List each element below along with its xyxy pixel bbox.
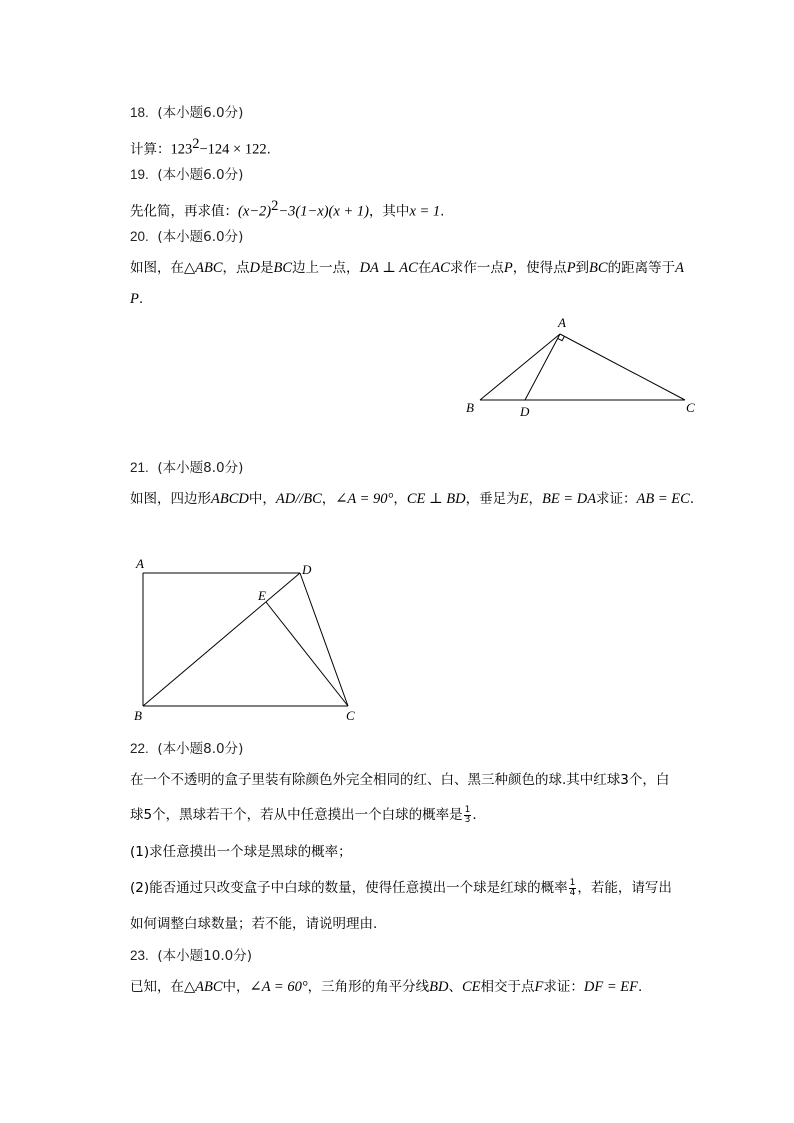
q20-header bbox=[130, 227, 243, 247]
question-number: 22. bbox=[130, 741, 149, 756]
q23-math: F bbox=[534, 979, 544, 995]
q21-text: ，垂足为 bbox=[465, 491, 520, 507]
q23-text: . bbox=[637, 979, 643, 995]
q23-math: BD bbox=[429, 979, 449, 995]
q21-math: ∠A = 90° bbox=[335, 491, 394, 507]
q21-text: 如图，四边形 bbox=[130, 491, 211, 507]
q18-body bbox=[130, 134, 271, 160]
point-label-d: D bbox=[302, 562, 312, 577]
q20-text: 边上一点， bbox=[292, 260, 360, 276]
question-number: 20. bbox=[130, 229, 149, 244]
q23-text: 求证： bbox=[543, 979, 584, 995]
q18-exp: 2 bbox=[192, 136, 200, 152]
q22-text: (2)能否通过只改变盒子中白球的数量，使得任意摸出一个球是红球的概率 bbox=[130, 880, 568, 896]
q20-text: 到 bbox=[575, 260, 590, 276]
q23-text: 相交于点 bbox=[480, 979, 535, 995]
q18-base: 123 bbox=[170, 141, 193, 158]
fraction-numerator: 1 bbox=[464, 804, 471, 815]
q20-text: ，使得点 bbox=[512, 260, 567, 276]
question-number: 18. bbox=[130, 105, 149, 120]
q19-middle: ，其中 bbox=[368, 203, 410, 220]
q20-math: AC bbox=[431, 260, 450, 276]
q20-math: P bbox=[503, 260, 513, 276]
question-score: (本小题6.0分) bbox=[157, 105, 244, 121]
q22-header bbox=[130, 739, 243, 759]
q21-math: E bbox=[519, 491, 529, 507]
point-label-c: C bbox=[346, 708, 355, 723]
q19-exp: 2 bbox=[271, 198, 279, 214]
q18-rest: −124 × 122 bbox=[199, 141, 267, 158]
q19-expr-a: (x−2) bbox=[238, 203, 272, 220]
q22-text: . bbox=[472, 807, 477, 823]
q19-end: . bbox=[440, 203, 445, 220]
question-number: 21. bbox=[130, 460, 149, 475]
q21-text: ， bbox=[528, 491, 542, 507]
right-angle-mark bbox=[558, 336, 565, 340]
q21-math: AB = EC bbox=[636, 491, 690, 507]
segment-ac bbox=[560, 334, 685, 400]
q21-math: ABCD bbox=[211, 491, 249, 507]
q20-math: BC bbox=[589, 260, 608, 276]
question-score: (本小题10.0分) bbox=[157, 948, 252, 964]
segment-bd bbox=[143, 573, 300, 706]
question-score: (本小题8.0分) bbox=[157, 741, 244, 757]
point-label-b: B bbox=[134, 708, 142, 723]
segment-ce bbox=[266, 602, 348, 706]
q22-text: 球5个，黑球若干个，若从中任意摸出一个白球的概率是 bbox=[130, 807, 463, 823]
point-label-e: E bbox=[258, 588, 266, 603]
q19-body bbox=[130, 196, 444, 222]
q23-text: 已知，在 bbox=[130, 979, 184, 995]
q21-math: CE ⊥ BD bbox=[406, 491, 466, 507]
q20-text: 是 bbox=[260, 260, 274, 276]
q20-text: 如图，在 bbox=[130, 260, 184, 276]
q23-text: 、 bbox=[448, 979, 462, 995]
question-score: (本小题8.0分) bbox=[157, 460, 244, 476]
q21-text: ， bbox=[393, 491, 407, 507]
q19-header bbox=[130, 165, 243, 185]
q20-text: 求作一点 bbox=[449, 260, 504, 276]
fraction-denominator: 3 bbox=[464, 814, 471, 825]
q18-header bbox=[130, 103, 243, 123]
question-number: 19. bbox=[130, 167, 149, 182]
q21-text: ， bbox=[321, 491, 336, 507]
q22-part2 bbox=[130, 878, 672, 898]
q20-body-line1 bbox=[130, 258, 684, 278]
q23-text: 中， bbox=[222, 979, 250, 995]
q20-text: 在 bbox=[417, 260, 432, 276]
q22-part2-line2: 如何调整白球数量；若不能，请说明理由. bbox=[130, 916, 378, 932]
q23-math: ∠A = 60° bbox=[249, 979, 308, 995]
q21-body bbox=[130, 489, 694, 509]
fraction-one-third bbox=[464, 806, 472, 825]
q21-math: AD//BC bbox=[275, 491, 322, 507]
q19-expr-b: −3(1−x)(x + 1) bbox=[278, 203, 369, 220]
q23-math: DF = EF bbox=[583, 979, 638, 995]
q21-header bbox=[130, 458, 243, 478]
question-score: (本小题6.0分) bbox=[157, 229, 244, 245]
q20-math: P bbox=[566, 260, 576, 276]
question-number: 23. bbox=[130, 948, 149, 963]
q20-text: . bbox=[138, 291, 144, 307]
q20-text: ，点 bbox=[222, 260, 250, 276]
q21-text: . bbox=[689, 491, 695, 507]
question-score: (本小题6.0分) bbox=[157, 167, 244, 183]
q22-part1: (1)求任意摸出一个球是黑球的概率； bbox=[130, 844, 352, 860]
q20-body-line2 bbox=[130, 289, 143, 309]
q20-math: P bbox=[130, 291, 139, 307]
point-label-c: C bbox=[686, 400, 695, 415]
q18-end: . bbox=[266, 141, 271, 158]
q20-math: D bbox=[249, 260, 261, 276]
point-label-a: A bbox=[558, 315, 566, 330]
segment-ab bbox=[480, 334, 560, 400]
q23-text: ，三角形的角平分线 bbox=[307, 979, 430, 995]
q20-math: DA ⊥ AC bbox=[359, 260, 418, 276]
segment-dc bbox=[300, 573, 348, 706]
q21-text: 求证： bbox=[596, 491, 637, 507]
q21-text: 中， bbox=[248, 491, 276, 507]
q23-header bbox=[130, 946, 252, 966]
fraction-denominator: 4 bbox=[569, 887, 576, 898]
q19-cond: x = 1 bbox=[409, 203, 441, 220]
q20-math: △ABC bbox=[184, 260, 223, 276]
q20-text: 的距离等于 bbox=[607, 260, 676, 276]
segment-ad bbox=[525, 334, 560, 400]
q19-prefix: 先化简，再求值： bbox=[130, 203, 238, 220]
q20-math: BC bbox=[273, 260, 293, 276]
point-label-a: A bbox=[136, 556, 144, 571]
q23-math: CE bbox=[461, 979, 481, 995]
q20-math: A bbox=[675, 260, 684, 276]
fraction-one-quarter bbox=[569, 879, 577, 898]
q23-body bbox=[130, 977, 642, 997]
point-label-d: D bbox=[520, 404, 530, 419]
fraction-numerator: 1 bbox=[569, 877, 576, 888]
q22-text: ，若能，请写出 bbox=[577, 880, 672, 896]
point-label-b: B bbox=[466, 400, 474, 415]
q22-line1: 在一个不透明的盒子里装有除颜色外完全相同的红、白、黑三种颜色的球.其中红球3个，白 bbox=[130, 772, 670, 788]
q22-line2 bbox=[130, 805, 477, 825]
q21-math: BE = DA bbox=[541, 491, 597, 507]
q18-prefix: 计算： bbox=[130, 141, 171, 158]
q23-math: △ABC bbox=[184, 979, 223, 995]
